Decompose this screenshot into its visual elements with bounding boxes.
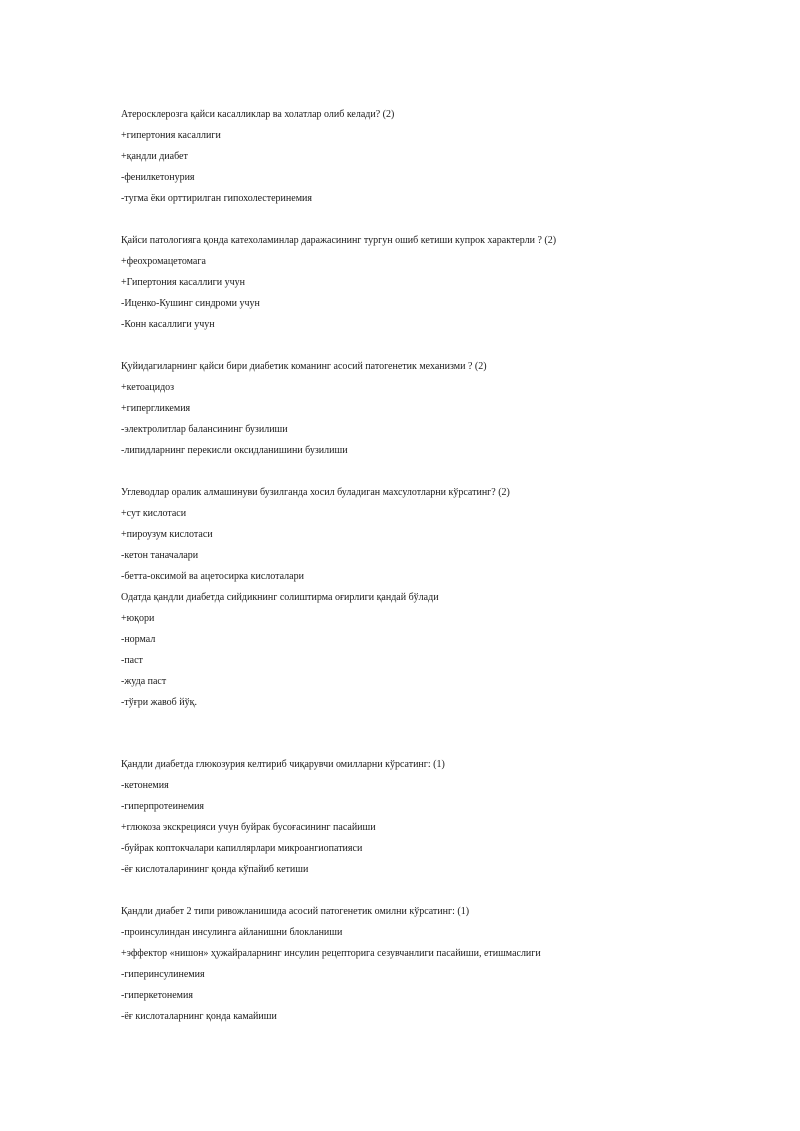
answer-option: +қандли диабет: [121, 151, 188, 162]
answer-option: -электролитлар балансининг бузилиши: [121, 424, 288, 435]
answer-option: -жуда паст: [121, 676, 167, 687]
answer-option: -фенилкетонурия: [121, 172, 195, 183]
answer-option: -гиперкетонемия: [121, 990, 193, 1001]
answer-option: -кетонемия: [121, 780, 169, 791]
answer-option: -бетта-оксимой ва ацетосирка кислоталари: [121, 571, 304, 582]
answer-option: -липидларнинг перекисли оксидланишини бузилиши: [121, 445, 348, 456]
answer-option: -тугма ёки орттирилган гипохолестеринемия: [121, 193, 312, 204]
answer-option: -ёғ кислоталарнинг қонда камайиши: [121, 1011, 277, 1022]
answer-option: +гипергликемия: [121, 403, 191, 414]
answer-option: +гипертония касаллиги: [121, 130, 221, 141]
question-5: Одатда қандли диабетда сийдикнинг солиштирма оғирлиги қандай бўлади: [121, 592, 439, 603]
question-7: Қандли диабет 2 типи ривожланишида асосий патогенетик омилни кўрсатинг: (1): [121, 906, 470, 917]
question-2: Қайси патологияга қонда катехоламинлар даражасининг тургун ошиб кетиши купрок характерли ? (2): [121, 235, 557, 246]
answer-option: +юқори: [121, 613, 155, 624]
answer-option: -гиперинсулинемия: [121, 969, 205, 980]
question-6: Қандли диабетда глюкозурия келтириб чиқарувчи омилларни кўрсатинг: (1): [121, 759, 445, 770]
answer-option: +кетоацидоз: [121, 382, 175, 393]
answer-option: +сут кислотаси: [121, 508, 187, 519]
answer-option: +феохромацетомага: [121, 256, 206, 267]
question-4: Углеводлар оралик алмашинуви бузилганда хосил буладиган махсулотларни кўрсатинг? (2): [121, 487, 510, 498]
answer-option: -буйрак коптокчалари капиллярлари микроангиопатияси: [121, 843, 363, 854]
answer-option: -кетон таначалари: [121, 550, 199, 561]
answer-option: -Конн касаллиги учун: [121, 319, 215, 330]
answer-option: +эффектор «нишон» ҳужайраларнинг инсулин рецепторига сезувчанлиги пасайиши, етишмаслиги: [121, 948, 541, 959]
answer-option: +пироузум кислотаси: [121, 529, 213, 540]
answer-option: +Гипертония касаллиги учун: [121, 277, 245, 288]
question-3: Қуйидагиларнинг қайси бири диабетик команинг асосий патогенетик механизми ? (2): [121, 361, 487, 372]
answer-option: -нормал: [121, 634, 156, 645]
answer-option: -ёғ кислоталарининг қонда кўпайиб кетиши: [121, 864, 309, 875]
question-1: Атеросклерозга қайси касалликлар ва холатлар олиб келади? (2): [121, 109, 395, 120]
answer-option: +глюкоза экскрецияси учун буйрак бусоғасининг пасайиши: [121, 822, 376, 833]
answer-option: -гиперпротеинемия: [121, 801, 205, 812]
answer-option: -паст: [121, 655, 143, 666]
answer-option: -проинсулиндан инсулинга айланишни блокланиши: [121, 927, 343, 938]
answer-option: -Иценко-Кушинг синдроми учун: [121, 298, 260, 309]
answer-option: -тўғри жавоб йўқ.: [121, 697, 197, 708]
